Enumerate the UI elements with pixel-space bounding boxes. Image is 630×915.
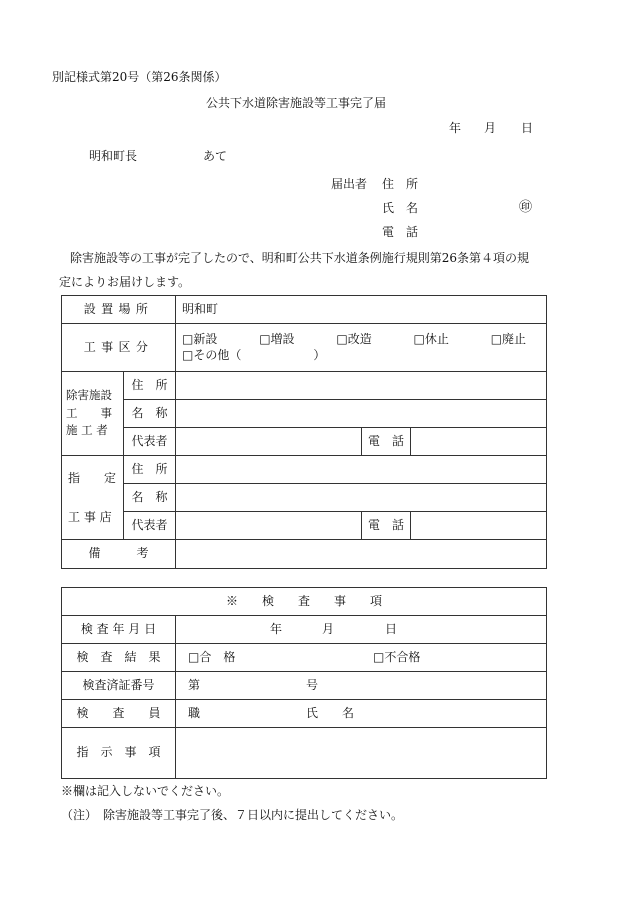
inspector-label: 検 査 員 <box>62 700 176 728</box>
work-type-options-row1 <box>182 332 540 348</box>
certificate-number-label: 検査済証番号 <box>62 672 176 700</box>
contractor-name-field[interactable] <box>176 400 547 428</box>
applicant-label: 届出者 <box>331 177 368 191</box>
inspection-header: ※ 検 査 事 項 <box>62 588 547 616</box>
location-row <box>62 296 547 324</box>
contractor-group-label <box>62 372 124 456</box>
inspection-date-day: 日 <box>385 621 398 636</box>
addressee-suffix: あて <box>203 149 228 163</box>
cert-suffix: 号 <box>306 677 319 692</box>
contractor-label-line1: 除害施設 <box>66 387 112 402</box>
addressee: 明和町長 <box>89 149 138 163</box>
inspector-title: 職 <box>188 705 201 720</box>
option-suspend[interactable]: □休止 <box>413 331 449 346</box>
option-other[interactable]: □その他（ ） <box>182 347 326 362</box>
inspection-date-month: 月 <box>322 621 335 636</box>
designated-phone-field[interactable] <box>411 512 547 540</box>
footer-note-1: ※欄は記入しないでください。 <box>61 784 230 798</box>
applicant-name-label: 氏 名 <box>382 201 419 215</box>
form-title: 公共下水道除害施設等工事完了届 <box>206 96 387 110</box>
inspection-date-label: 検 査 年 月 日 <box>62 616 176 644</box>
designated-label-line1: 指 定 <box>68 471 117 486</box>
remarks-label: 備 考 <box>62 540 176 569</box>
option-expand[interactable]: □増設 <box>259 331 295 346</box>
designated-rep-field[interactable] <box>176 512 362 540</box>
location-label: 設置場所 <box>62 296 176 324</box>
inspection-table <box>61 587 547 779</box>
designated-name-field[interactable] <box>176 484 547 512</box>
contractor-rep-label: 代表者 <box>124 428 176 456</box>
contractor-label-line3: 施 工 者 <box>66 423 108 438</box>
inspection-date-field[interactable] <box>176 616 547 644</box>
contractor-phone-field[interactable] <box>411 428 547 456</box>
body-text-line1: 除害施設等の工事が完了したので、明和町公共下水道条例施行規則第26条第４項の規 <box>70 251 530 265</box>
inspector-field[interactable] <box>176 700 547 728</box>
main-table <box>61 295 547 569</box>
option-modify[interactable]: □改造 <box>336 331 372 346</box>
inspection-result-label: 検 査 結 果 <box>62 644 176 672</box>
result-fail-option[interactable]: □不合格 <box>373 649 421 664</box>
work-type-row <box>62 324 547 372</box>
location-value[interactable]: 明和町 <box>176 296 547 324</box>
designated-name-label: 名 称 <box>124 484 176 512</box>
footer-note-2: （注） 除害施設等工事完了後、７日以内に提出してください。 <box>61 808 404 822</box>
designated-label-line2: 工 事 店 <box>68 509 112 524</box>
date-month-label: 月 <box>484 121 497 135</box>
result-pass-option[interactable]: □合 格 <box>188 649 236 664</box>
inspection-date-year: 年 <box>270 621 283 636</box>
certificate-number-field[interactable] <box>176 672 547 700</box>
contractor-rep-field[interactable] <box>176 428 362 456</box>
cert-prefix: 第 <box>188 677 201 692</box>
inspector-name-label: 氏 名 <box>306 705 355 720</box>
designated-group-label <box>62 456 124 540</box>
seal-mark: ㊞ <box>519 200 533 215</box>
contractor-address-label: 住 所 <box>124 372 176 400</box>
designated-address-label: 住 所 <box>124 456 176 484</box>
remarks-field[interactable] <box>176 540 547 569</box>
date-day-label: 日 <box>521 121 534 135</box>
applicant-phone-label: 電 話 <box>382 225 419 239</box>
body-text-line2: 定によりお届けします。 <box>59 275 191 289</box>
applicant-address-label: 住 所 <box>382 177 419 191</box>
instruction-label: 指 示 事 項 <box>62 728 176 779</box>
form-number: 別記様式第20号（第26条関係） <box>52 70 227 84</box>
designated-address-field[interactable] <box>176 456 547 484</box>
date-year-label: 年 <box>449 121 462 135</box>
contractor-label-line2: 工 事 <box>66 405 112 420</box>
option-new[interactable]: □新設 <box>182 331 218 346</box>
contractor-address-field[interactable] <box>176 372 547 400</box>
work-type-options <box>176 324 547 372</box>
work-type-label: 工事区分 <box>62 324 176 372</box>
contractor-name-label: 名 称 <box>124 400 176 428</box>
designated-rep-label: 代表者 <box>124 512 176 540</box>
instruction-field[interactable] <box>176 728 547 779</box>
contractor-phone-label: 電 話 <box>362 428 411 456</box>
inspection-result-field <box>176 644 547 672</box>
option-abolish[interactable]: □廃止 <box>490 331 527 346</box>
designated-phone-label: 電 話 <box>362 512 411 540</box>
